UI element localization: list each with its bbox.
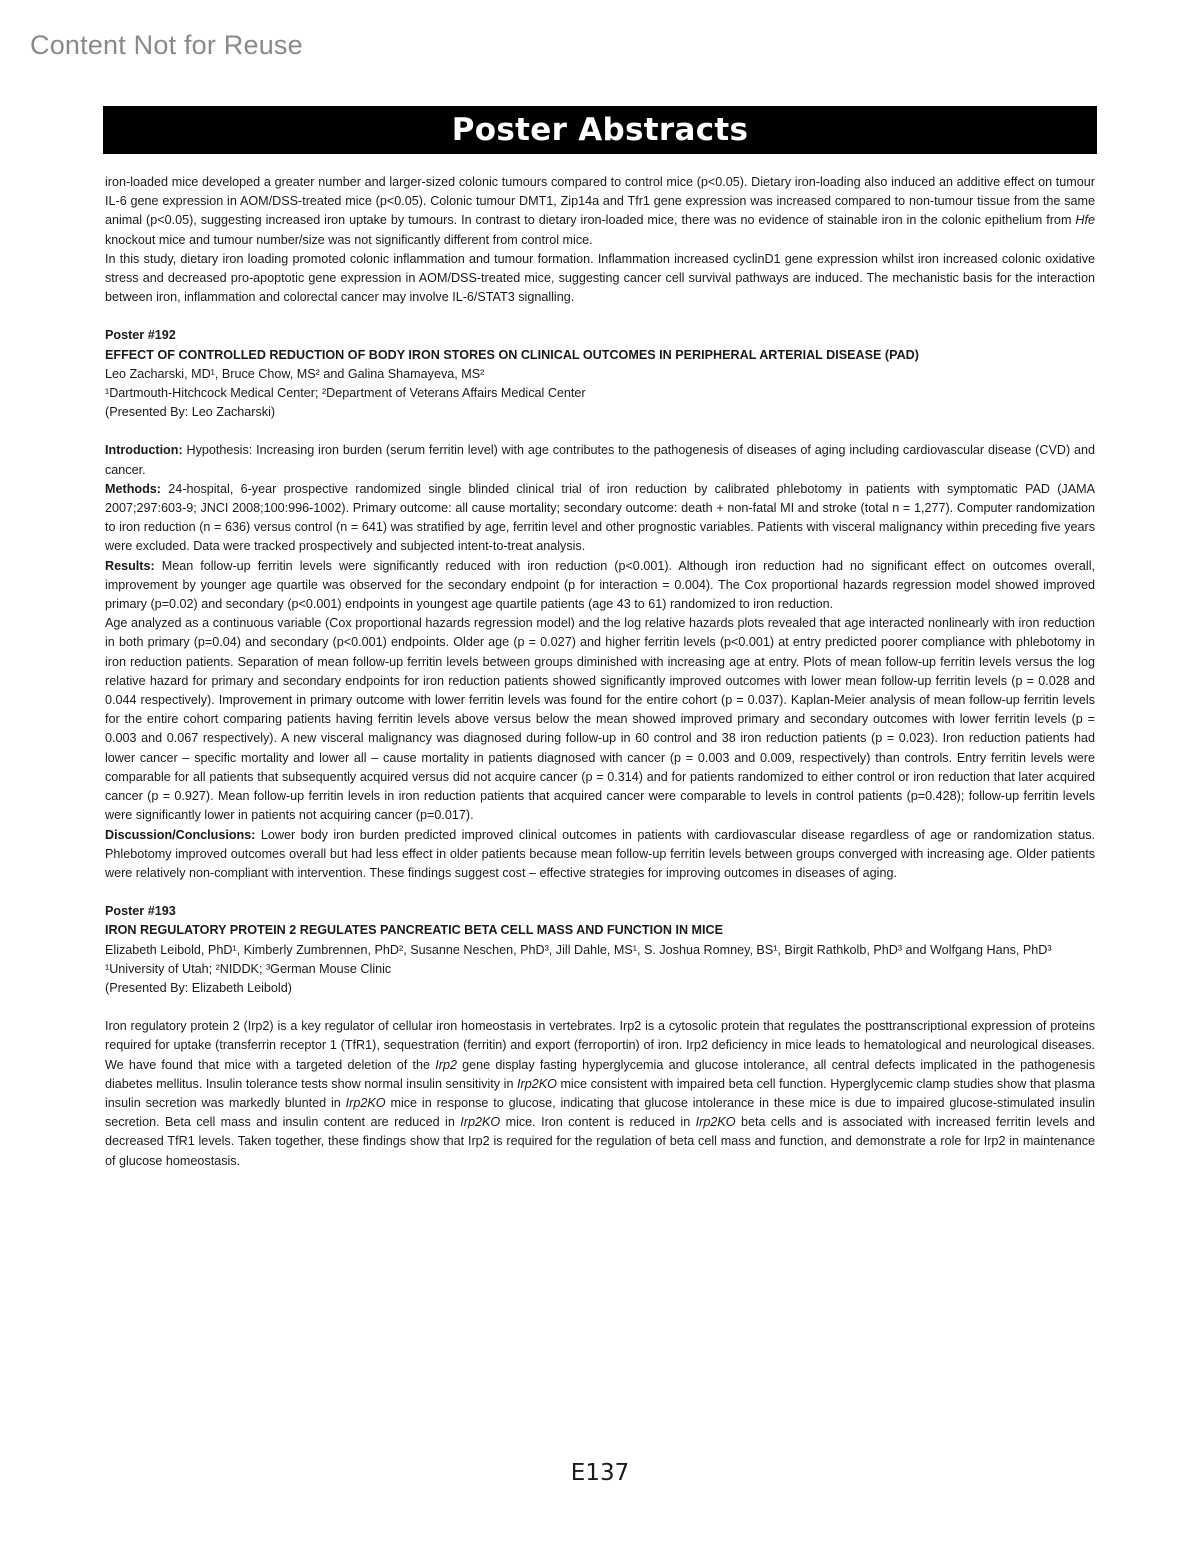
age-analysis-paragraph: Age analyzed as a continuous variable (Cox proportional hazards regression model) and the log relative hazards plots revealed that age interacted nonlinearly with iron reduction in both primary (p=0.04) and secondary (p<0.001) endpoints. Older age (p = 0.027) and higher ferritin levels (p<0.001) at entry predicted poorer compliance with phlebotomy in iron reduction patients. Separation of mean follow-up ferritin levels between groups diminished with increasing age at entry. Plots of mean follow-up ferritin levels versus the log relative hazard for primary and secondary endpoints for iron reduction patients showed significantly improved outcomes with lower mean follow-up ferritin levels (p = 0.028 and 0.044 respectively). Improvement in primary outcome with lower ferritin levels was found for the entire cohort (p = 0.037). Kaplan-Meier analysis of mean follow-up ferritin levels for the entire cohort comparing patients having ferritin levels above versus below the mean showed improved primary and secondary outcomes with lower ferritin levels (p = 0.003 and 0.067 respectively). A new visceral malignancy was diagnosed during follow-up in 60 control and 38 iron reduction patients (p = 0.023). Iron reduction patients had lower cancer – specific mortality and lower all – cause mortality in patients diagnosed with cancer (p = 0.003 and 0.009, respectively) than controls. Entry ferritin levels were comparable for all patients that subsequently acquired versus did not acquire cancer (p = 0.314) and for patients randomized to either control or iron reduction that later acquired cancer (p = 0.927). Mean follow-up ferritin levels in iron reduction patients that acquired cancer were comparable to levels in control patients (p=0.428); follow-up ferritin levels were significantly lower in patients not acquiring cancer (p=0.017).: [105, 616, 1095, 823]
introduction-paragraph: [105, 441, 1095, 479]
section-label: Results:: [105, 558, 155, 573]
poster-title: IRON REGULATORY PROTEIN 2 REGULATES PANCREATIC BETA CELL MASS AND FUNCTION IN MICE: [105, 923, 724, 938]
text-span: Mean follow-up ferritin levels were significantly reduced with iron reduction (p<0.001). Although iron reduction had no significant effect on outcomes overall, improvement by younger age quartile was observed for the secondary endpoint (p for interaction = 0.004). The Cox proportional hazards regression model showed improved primary (p=0.02) and secondary (p<0.001) endpoints in youngest age quartile patients (age 43 to 61) randomized to iron reduction.: [105, 558, 1095, 612]
methods-paragraph: [105, 480, 1095, 557]
text-span: 24-hospital, 6-year prospective randomized single blinded clinical trial of iron reduction by calibrated phlebotomy in patients with symptomatic PAD (JAMA 2007;297:603-9; JNCI 2008;100:996-1002). Primary outcome: all cause mortality; secondary outcome: death + non-fatal MI and stroke (total n = 1,277). Computer randomization to iron reduction (n = 636) versus control (n = 641) was stratified by age, ferritin level and other prognostic variables. Patients with visceral malignancy within preceding five years were excluded. Data were tracked prospectively and subjected intent-to-treat analysis.: [105, 481, 1095, 554]
poster-presenter: (Presented By: Elizabeth Leibold): [105, 980, 292, 995]
text-span: mice consistent with impaired beta cell function. Hyperglycemic clamp studies show that plasma insulin secretion was markedly blunted in: [105, 1076, 1095, 1110]
continued-paragraph-2: In this study, dietary iron loading promoted colonic inflammation and tumour formation. Inflammation increased cyclinD1 gene expression whilst iron increased colonic oxidative stress and decreased pro-apoptotic gene expression in AOM/DSS-treated mice, suggesting cancer cell survival pathways are induced. The mechanistic basis for the interaction between iron, inflammation and colorectal cancer may involve IL-6/STAT3 signalling.: [105, 251, 1095, 305]
poster-number: Poster #193: [105, 904, 176, 919]
text-span: mice in response to glucose, indicating that glucose intolerance in these mice is due to impaired glucose-stimulated insulin secretion. Beta cell mass and insulin content are reduced in: [105, 1095, 1095, 1130]
page-number: E137: [570, 1460, 630, 1486]
poster-presenter: (Presented By: Leo Zacharski): [105, 405, 276, 420]
poster-authors: Elizabeth Leibold, PhD¹, Kimberly Zumbrennen, PhD², Susanne Neschen, PhD³, Jill Dahle, MS¹, S. Joshua Romney, BS¹, Birgit Rathkolb, PhD³ and Wolfgang Hans, PhD³: [105, 942, 1052, 957]
gene-name-italic: Irp2KO: [345, 1095, 386, 1110]
spacer: [105, 883, 1095, 902]
text-span: Lower body iron burden predicted improved clinical outcomes in patients with cardiovascular disease regardless of age or randomization status. Phlebotomy improved outcomes overall but had less effect in older patients because mean follow-up ferritin levels between groups converged with increasing age. Older patients were relatively non-compliant with intervention. These findings suggest cost – effective strategies for improving outcomes in diseases of aging.: [105, 827, 1095, 880]
gene-name-italic: Irp2KO: [517, 1076, 557, 1091]
gene-name-italic: Irp2: [435, 1057, 457, 1072]
text-span: gene display fasting hyperglycemia and glucose intolerance, all central defects implicated in the pathogenesis diabetes mellitus. Insulin tolerance tests show normal insulin sensitivity in: [105, 1057, 1096, 1091]
poster-number: Poster #192: [105, 328, 176, 343]
gene-name-italic: Irp2KO: [695, 1115, 736, 1130]
discussion-paragraph: [105, 826, 1095, 884]
poster-affiliations: ¹Dartmouth-Hitchcock Medical Center; ²Department of Veterans Affairs Medical Center: [105, 386, 586, 401]
gene-name-italic: Irp2KO: [460, 1115, 501, 1130]
spacer: [105, 307, 1095, 326]
section-label: Methods:: [105, 481, 161, 496]
watermark-text: Content Not for Reuse: [30, 30, 303, 60]
poster-192-section: [105, 326, 1095, 883]
poster-authors: Leo Zacharski, MD¹, Bruce Chow, MS² and Galina Shamayeva, MS²: [105, 366, 485, 381]
text-span: knockout mice and tumour number/size was not significantly different from control mice.: [105, 232, 593, 247]
poster-title: EFFECT OF CONTROLLED REDUCTION OF BODY IRON STORES ON CLINICAL OUTCOMES IN PERIPHERAL ARTERIAL DISEASE (PAD): [105, 347, 919, 362]
section-label: Discussion/Conclusions:: [105, 827, 256, 842]
continued-paragraph-1: [105, 173, 1095, 250]
spacer: [105, 998, 1095, 1017]
text-span: mice. Iron content is reduced in: [500, 1115, 696, 1130]
banner-title: Poster Abstracts: [451, 112, 749, 148]
poster-193-section: [105, 902, 1095, 1171]
abstract-body: [105, 1017, 1095, 1171]
text-span: Hypothesis: Increasing iron burden (serum ferritin level) with age contributes to the pathogenesis of diseases of aging including cardiovascular disease (CVD) and cancer.: [105, 443, 1095, 477]
section-banner: [103, 106, 1097, 154]
section-label: Introduction:: [105, 443, 183, 458]
results-paragraph: [105, 557, 1095, 615]
text-span: Iron regulatory protein 2 (Irp2) is a key regulator of cellular iron homeostasis in vertebrates. Irp2 is a cytosolic protein that regulates the posttranscriptional expression of proteins required for uptake (transferrin receptor 1 (TfR1), sequestration (ferritin) and export (ferroportin) of iron. Irp2 deficiency in mice leads to hematological and neurological diseases. We have found that mice with a targeted deletion of the: [105, 1019, 1095, 1072]
poster-affiliations: ¹University of Utah; ²NIDDK; ³German Mouse Clinic: [105, 961, 392, 976]
text-span: iron-loaded mice developed a greater number and larger-sized colonic tumours compared to control mice (p<0.05). Dietary iron-loading also induced an additive effect on tumour IL-6 gene expression in AOM/DSS-treated mice (p<0.05). Colonic tumour DMT1, Zip14a and Tfr1 gene expression was increased compared to non-tumour tissue from the same animal (p<0.05), suggesting increased iron uptake by tumours. In contrast to dietary iron-loaded mice, there was no evidence of stainable iron in the colonic epithelium from: [105, 175, 1095, 228]
page-content: [105, 173, 1095, 1171]
gene-name-italic: Hfe: [1075, 213, 1095, 228]
text-span: beta cells and is associated with increased ferritin levels and decreased TfR1 levels. Taken together, these findings show that Irp2 is required for the regulation of beta cell mass and function, and demonstrate a role for Irp2 in maintenance of glucose homeostasis.: [105, 1115, 1095, 1168]
spacer: [105, 422, 1095, 441]
